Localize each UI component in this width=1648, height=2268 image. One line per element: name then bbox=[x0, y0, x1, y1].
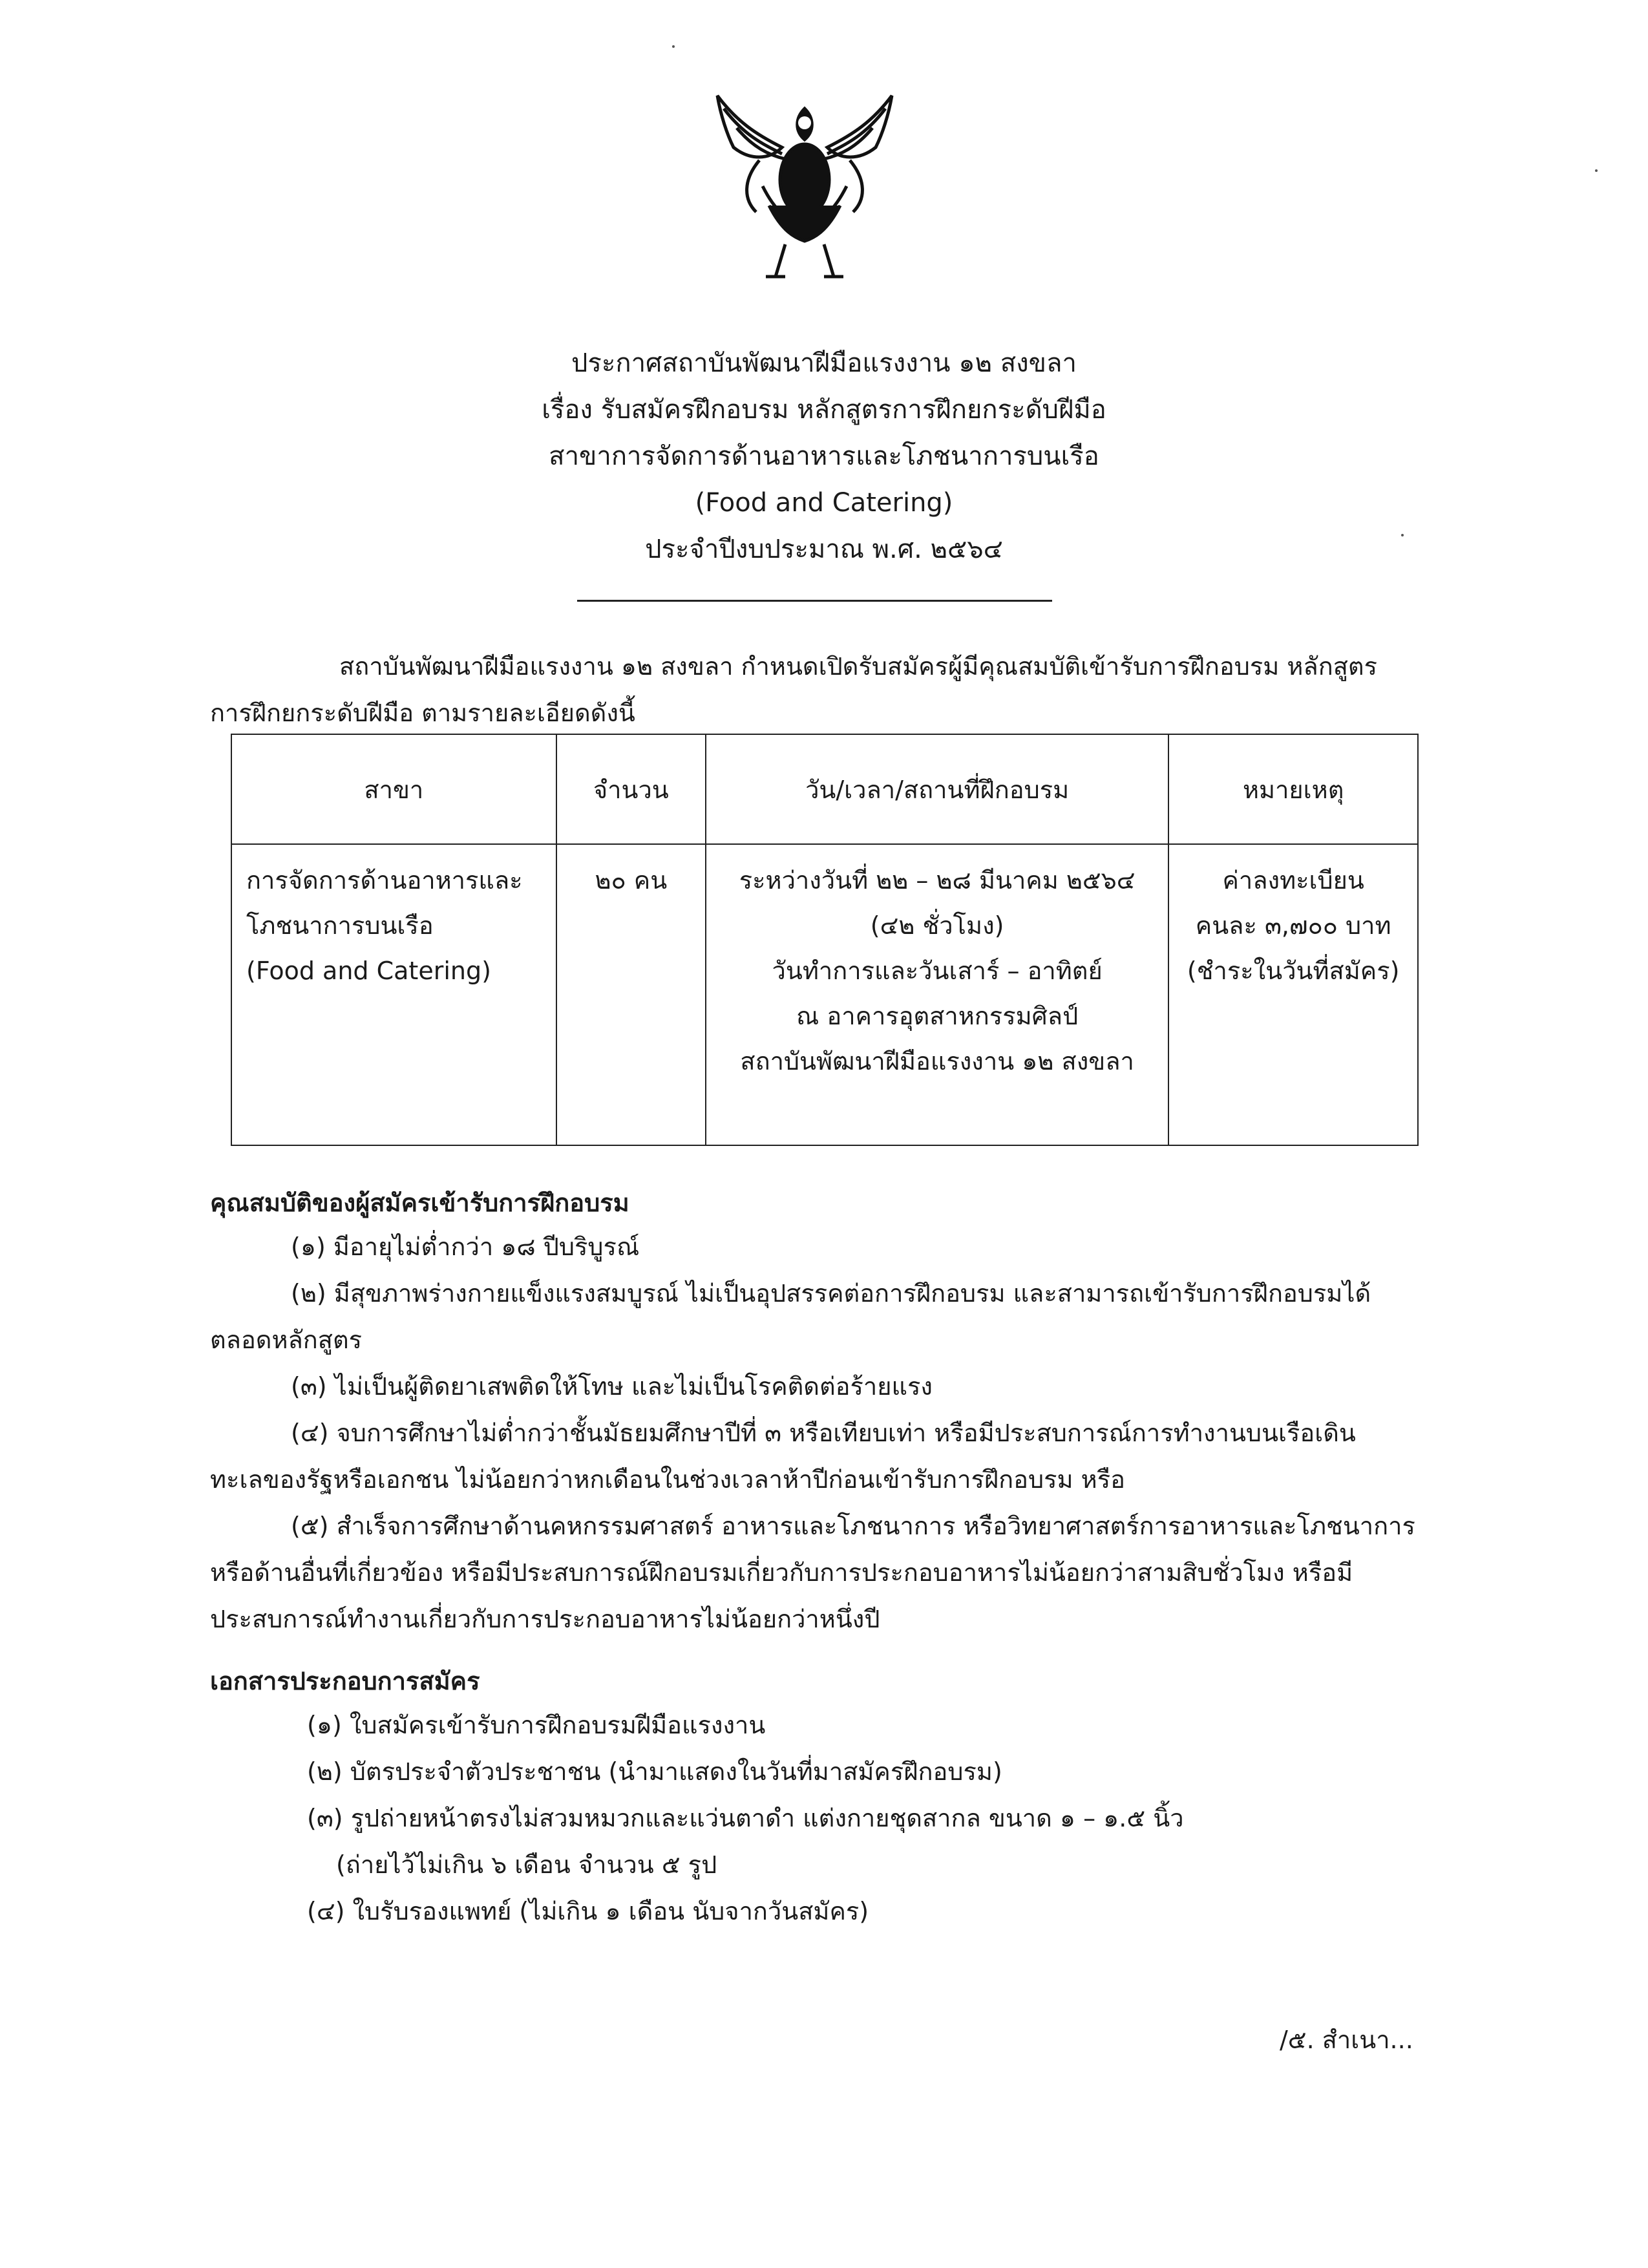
column-header-remark: หมายเหตุ bbox=[1168, 734, 1418, 844]
qualification-item: (๒) มีสุขภาพร่างกายแข็งแรงสมบูรณ์ ไม่เป็นอุปสรรคต่อการฝึกอบรม และสามารถเข้ารับการฝึกอบรมได้ bbox=[291, 1279, 1371, 1308]
remark-line: ค่าลงทะเบียน bbox=[1222, 866, 1364, 895]
intro-paragraph bbox=[210, 643, 1438, 736]
continuation-note: /๕. สำเนา... bbox=[1280, 2026, 1413, 2054]
cell-branch bbox=[231, 844, 556, 1145]
intro-line: สถาบันพัฒนาฝีมือแรงงาน ๑๒ สงขลา กำหนดเปิดรับสมัครผู้มีคุณสมบัติเข้ารับการฝึกอบรม หลักสูตร bbox=[339, 652, 1377, 681]
schedule-line: ระหว่างวันที่ ๒๒ – ๒๘ มีนาคม ๒๕๖๔ bbox=[739, 866, 1136, 895]
intro-line: การฝึกยกระดับฝีมือ ตามรายละเอียดดังนี้ bbox=[210, 699, 635, 727]
column-header-count: จำนวน bbox=[556, 734, 706, 844]
announcement-title bbox=[0, 340, 1648, 573]
garuda-emblem-icon bbox=[698, 83, 911, 296]
schedule-line: ณ อาคารอุตสาหกรรมศิลป์ bbox=[796, 1002, 1079, 1030]
schedule-line: (๔๒ ชั่วโมง) bbox=[870, 911, 1004, 940]
subject-line: เรื่อง รับสมัครฝึกอบรม หลักสูตรการฝึกยกระดับฝีมือ bbox=[542, 395, 1106, 425]
documents-heading: เอกสารประกอบการสมัคร bbox=[210, 1667, 480, 1695]
document-item: (๒) บัตรประจำตัวประชาชน (นำมาแสดงในวันที่มาสมัครฝึกอบรม) bbox=[307, 1757, 1002, 1786]
fiscal-year-line: ประจำปีงบประมาณ พ.ศ. ๒๕๖๔ bbox=[645, 535, 1003, 564]
qualification-item: (๑) มีอายุไม่ต่ำกว่า ๑๘ ปีบริบูรณ์ bbox=[291, 1233, 640, 1261]
document-item: (๑) ใบสมัครเข้ารับการฝึกอบรมฝีมือแรงงาน bbox=[307, 1711, 766, 1739]
table-header-row bbox=[231, 734, 1418, 844]
qualification-item-continued: หรือด้านอื่นที่เกี่ยวข้อง หรือมีประสบการณ์ฝึกอบรมเกี่ยวกับการประกอบอาหารไม่น้อยกว่าสามสิบชั่วโมง หรือมี bbox=[210, 1558, 1353, 1587]
title-line: สาขาการจัดการด้านอาหารและโภชนาการบนเรือ bbox=[549, 441, 1099, 471]
cell-count bbox=[556, 844, 706, 1145]
scan-speck bbox=[672, 45, 675, 48]
title-line: (Food and Catering) bbox=[695, 488, 953, 518]
schedule-line: วันทำการและวันเสาร์ – อาทิตย์ bbox=[772, 957, 1103, 985]
qualifications-heading: คุณสมบัติของผู้สมัครเข้ารับการฝึกอบรม bbox=[210, 1189, 629, 1217]
branch-line: (Food and Catering) bbox=[246, 957, 491, 985]
title-divider bbox=[577, 600, 1052, 602]
remark-line: คนละ ๓,๗๐๐ บาท bbox=[1195, 911, 1391, 940]
column-header-branch: สาขา bbox=[231, 734, 556, 844]
cell-schedule bbox=[706, 844, 1168, 1145]
course-table bbox=[231, 734, 1419, 1146]
scan-speck bbox=[1595, 169, 1598, 172]
document-item: (๓) รูปถ่ายหน้าตรงไม่สวมหมวกและแว่นตาดำ แต่งกายชุดสากล ขนาด ๑ – ๑.๕ นิ้ว bbox=[307, 1804, 1184, 1832]
column-header-schedule: วัน/เวลา/สถานที่ฝึกอบรม bbox=[706, 734, 1168, 844]
branch-line: การจัดการด้านอาหารและ bbox=[246, 866, 523, 895]
schedule-line: สถาบันพัฒนาฝีมือแรงงาน ๑๒ สงขลา bbox=[740, 1047, 1134, 1076]
branch-line: โภชนาการบนเรือ bbox=[246, 911, 434, 940]
remark-line: (ชำระในวันที่สมัคร) bbox=[1187, 957, 1400, 985]
document-item-continued: (ถ่ายไว้ไม่เกิน ๖ เดือน จำนวน ๕ รูป bbox=[336, 1850, 717, 1879]
qualification-item: (๓) ไม่เป็นผู้ติดยาเสพติดให้โทษ และไม่เป็นโรคติดต่อร้ายแรง bbox=[291, 1372, 933, 1401]
title-line: ประกาศสถาบันพัฒนาฝีมือแรงงาน ๑๒ สงขลา bbox=[571, 348, 1077, 378]
qualification-item: (๔) จบการศึกษาไม่ต่ำกว่าชั้นมัธยมศึกษาปีที่ ๓ หรือเทียบเท่า หรือมีประสบการณ์การทำงานบนเรือเดิน bbox=[291, 1419, 1356, 1447]
document-item: (๔) ใบรับรองแพทย์ (ไม่เกิน ๑ เดือน นับจากวันสมัคร) bbox=[307, 1897, 869, 1925]
qualification-item-continued: ทะเลของรัฐหรือเอกชน ไม่น้อยกว่าหกเดือนในช่วงเวลาห้าปีก่อนเข้ารับการฝึกอบรม หรือ bbox=[210, 1465, 1125, 1494]
trainee-count: ๒๐ คน bbox=[595, 866, 668, 895]
qualification-item-continued: ตลอดหลักสูตร bbox=[210, 1326, 363, 1354]
qualification-item-continued: ประสบการณ์ทำงานเกี่ยวกับการประกอบอาหารไม่น้อยกว่าหนึ่งปี bbox=[210, 1605, 880, 1633]
qualification-item: (๕) สำเร็จการศึกษาด้านคหกรรมศาสตร์ อาหารและโภชนาการ หรือวิทยาศาสตร์การอาหารและโภชนาการ bbox=[291, 1512, 1415, 1540]
cell-remark bbox=[1168, 844, 1418, 1145]
table-row bbox=[231, 844, 1418, 1145]
